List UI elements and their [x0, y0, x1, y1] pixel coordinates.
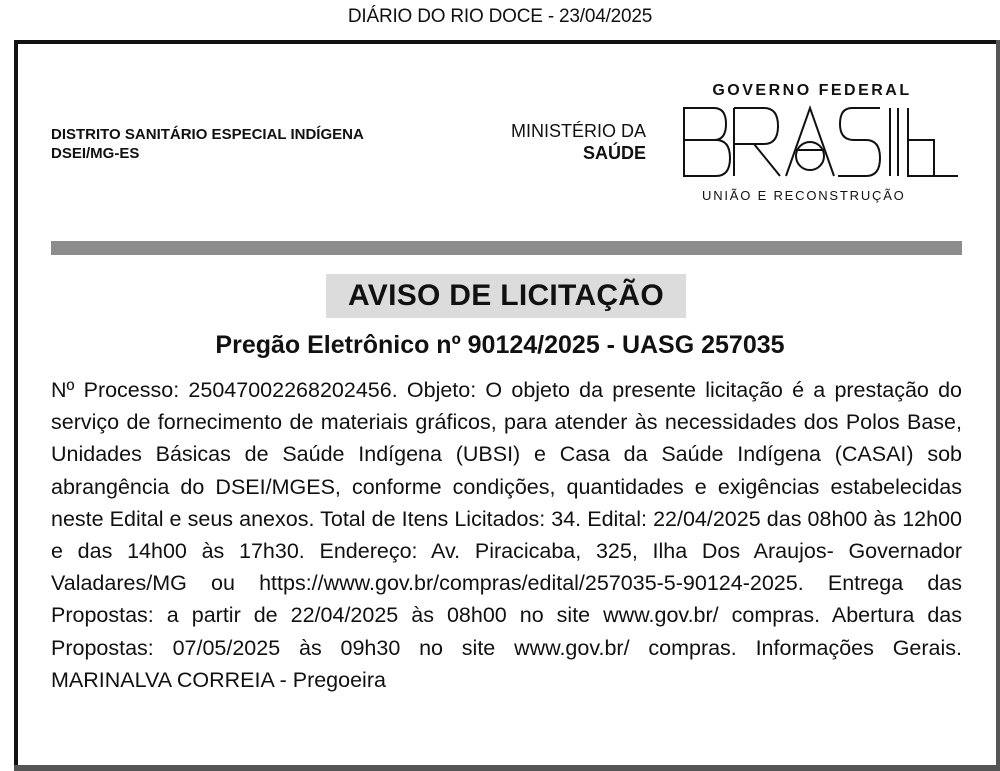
organization-acronym: DSEI/MG-ES — [51, 145, 140, 162]
notice-body: Nº Processo: 25047002268202456. Objeto: O objeto da presente licitação é a prestação do serviço de fornecimento de materiais gráficos, para atender às necessidades dos Polos Base, Unidades Básicas de Saúde Indígena (UBSI) e Casa da Saúde Indígena (CASAI) sob abrangência do DSEI/MGES, conforme condições, quantidades e exigências estabelecidas neste Edital e seus anexos. Total de Itens Licitados: 34. Edital: 22/04/2025 das 08h00 às 12h00 e das 14h00 às 17h30. Endereço: Av. Piracicaba, 325, Ilha Dos Araujos- Governador Valadares/MG ou https://www.gov.br/compras/edital/257035-5-90124-2025. Entrega das Propostas: a partir de 22/04/2025 às 08h00 no site www.gov.br/ compras. Abertura das Propostas: 07/05/2025 às 09h30 no site www.gov.br/ compras. Informações Gerais. MARINALVA CORREIA - Pregoeira — [51, 378, 962, 692]
notice-title: AVISO DE LICITAÇÃO — [348, 279, 664, 312]
organization-block — [51, 125, 364, 163]
organization-name: DISTRITO SANITÁRIO ESPECIAL INDÍGENA — [51, 126, 364, 143]
ministry-logo-text — [486, 120, 646, 164]
ministry-line2: SAÚDE — [582, 143, 646, 163]
ministry-line1: MINISTÉRIO DA — [510, 121, 646, 141]
notice-title-box — [326, 274, 686, 318]
section-divider — [51, 241, 962, 255]
government-subtitle: UNIÃO E RECONSTRUÇÃO — [702, 188, 906, 203]
government-title: GOVERNO FEDERAL — [712, 82, 912, 99]
brasil-logo-icon — [682, 106, 962, 178]
government-logo — [682, 82, 962, 203]
notice-subtitle: Pregão Eletrônico nº 90124/2025 - UASG 257035 — [215, 331, 785, 359]
newspaper-header: DIÁRIO DO RIO DOCE - 23/04/2025 — [347, 6, 653, 27]
